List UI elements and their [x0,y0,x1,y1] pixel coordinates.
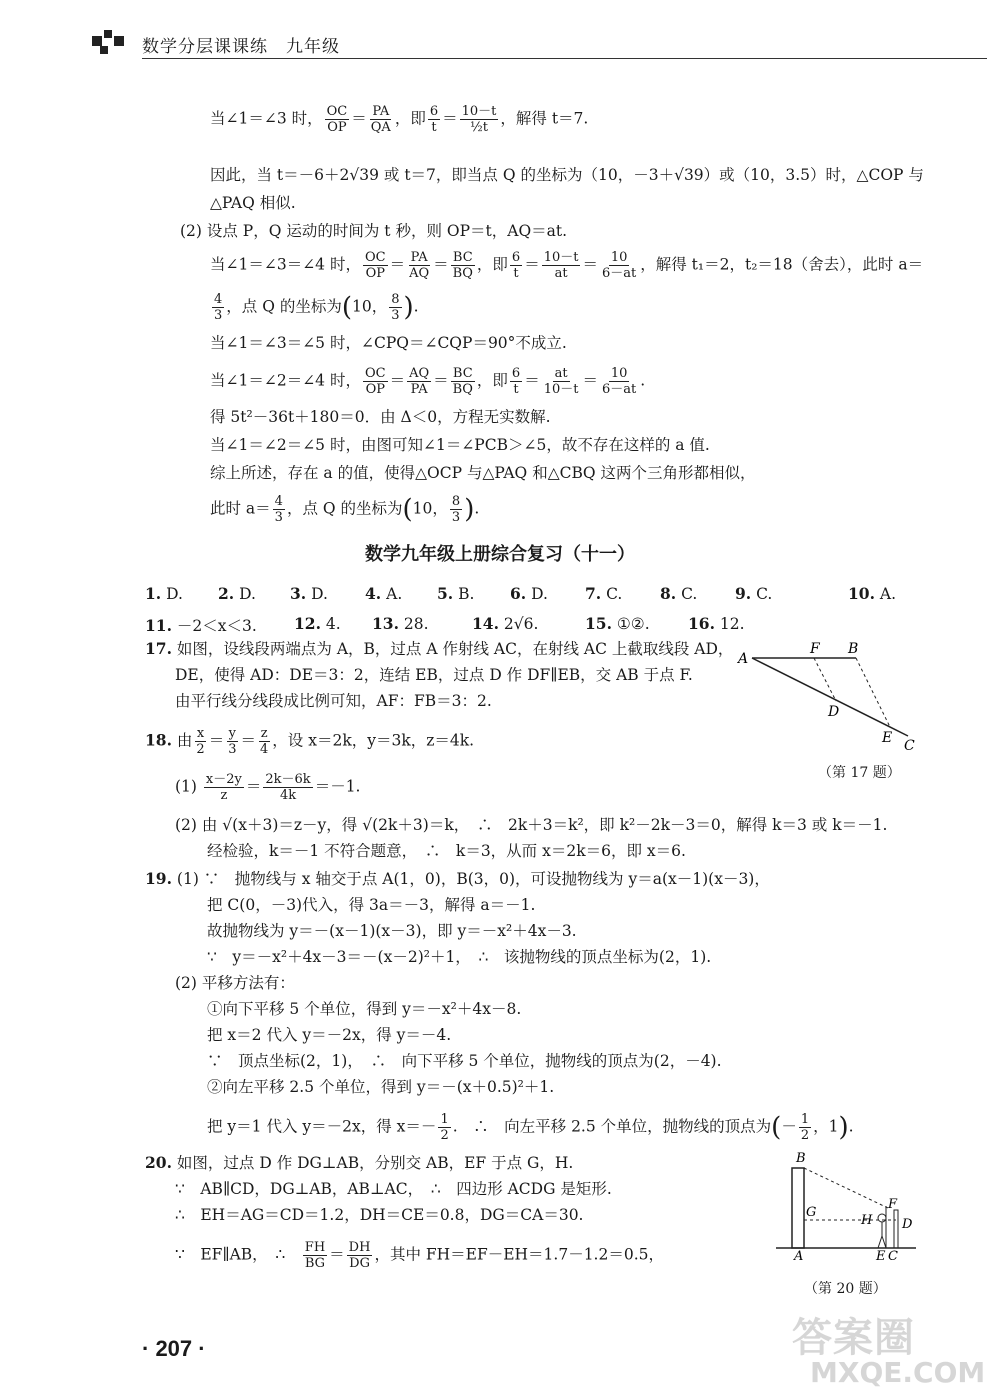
answer-item: 9. C. [735,584,773,603]
solution-line: △PAQ 相似. [210,194,296,212]
answer-item: 11. －2＜x＜3. [145,616,257,635]
solution-line: ①向下平移 5 个单位，得到 y＝－x²＋4x－8. [207,1000,522,1018]
solution-line: (1) $\frac{x-2y}{z}$ ＝ $\frac{2k-6k}{4k}$ ＝－1. [175,772,361,803]
watermark: 答案圈 [792,1315,915,1361]
answer-item: 16. 12. [688,614,745,633]
solution-line: 因此，当 t＝－6＋2√39 或 t＝7，即当点 Q 的坐标为（10，－3＋√39）或（10，3.5）时，△COP 与 [210,166,924,184]
solution-line: 当∠1＝∠2＝∠4 时， $\frac{OC}{OP}$ ＝ $\frac{AQ}{PA}$ ＝ $\frac{BC}{BQ}$ ，即 $\frac{6}{t}$ ＝ $\frac{at}{10-t}$ ＝ $\frac{10}{6-at}$ . [210,366,646,397]
solution-line: DE，使得 AD：DE＝3：2，连结 EB，过点 D 作 DF∥EB，交 AB 于点 F. [175,666,693,684]
page-header [0,0,1000,62]
solution-line: ∵ AB∥CD，DG⊥AB，AB⊥AC， ∴ 四边形 ACDG 是矩形. [175,1180,612,1198]
solution-line: 综上所述，存在 a 的值，使得△OCP 与△PAQ 和△CBQ 这两个三角形都相似， [210,464,756,482]
solution-line: ∵ 顶点坐标(2，1)， ∴ 向下平移 5 个单位，抛物线的顶点为(2，－4). [207,1052,722,1070]
answer-item: 14. 2√6. [472,614,539,633]
answer-item: 5. B. [437,584,475,603]
solution-line: 当∠1＝∠3＝∠4 时， $\frac{OC}{OP}$ ＝ $\frac{PA}{AQ}$ ＝ $\frac{BC}{BQ}$ ，即 $\frac{6}{t}$ ＝ $\frac{10-t}{at}$ ＝ $\frac{10}{6-at}$ ，解得 t₁＝2，t₂＝18（舍去），此时 a＝ [210,250,924,281]
solution-line: 由平行线分线段成比例可知，AF：FB＝3：2. [175,692,492,710]
figure-20-caption: （第 20 题） [804,1281,887,1297]
question-18: 18. 由 $\frac{x}{2}$ ＝ $\frac{y}{3}$ ＝ $\frac{z}{4}$ ，设 x＝2k，y＝3k，z＝4k. [145,726,475,757]
answer-item: 8. C. [660,584,698,603]
answer-item: 10. A. [848,584,897,603]
figure-20 [776,1148,926,1260]
header-title: 数学分层课课练 九年级 [142,37,340,57]
figure-17-caption: （第 17 题） [818,765,901,781]
question-19: 19. (1) ∵ 抛物线与 x 轴交于点 A(1，0)，B(3，0)，可设抛物线为 y＝a(x－1)(x－3)， [145,869,770,888]
answer-item: 3. D. [290,584,328,603]
book-logo [92,28,128,58]
watermark-url: MXQE.COM [810,1356,986,1389]
solution-line: ∴ EH＝AG＝CD＝1.2，DH＝CE＝0.8，DG＝CA＝30. [175,1206,584,1224]
solution-line: 把 C(0，－3)代入，得 3a＝－3，解得 a＝－1. [207,896,536,914]
point-label-e: E [882,730,893,746]
solution-line: $\frac{4}{3}$ ，点 Q 的坐标为(10， $\frac{8}{3}$ ). [214,292,419,323]
answer-item: 2. D. [218,584,256,603]
solution-line: ∵ y＝－x²＋4x－3＝－(x－2)²＋1， ∴ 该抛物线的顶点坐标为(2，1). [207,948,712,966]
answer-item: 13. 28. [372,614,429,633]
answer-item: 15. ①②. [585,614,650,633]
solution-line: 把 y＝1 代入 y＝－2x，得 x＝－ $\frac{1}{2}$ . ∴ 向左平移 2.5 个单位，抛物线的顶点为(－ $\frac{1}{2}$ ，1). [207,1112,854,1143]
point-label-b: B [848,641,859,657]
point-label-f: F [810,641,820,657]
solution-line: 把 x＝2 代入 y＝－2x，得 y＝－4. [207,1026,452,1044]
answer-item: 6. D. [510,584,548,603]
section-title: 数学九年级上册综合复习（十一） [365,544,635,565]
solution-line: 经检验，k＝－1 不符合题意， ∴ k＝3，从而 x＝2k＝6，即 x＝6. [207,842,686,860]
solution-line: (2) 由 √(x＋3)＝z－y，得 √(2k＋3)＝k， ∴ 2k＋3＝k²，即 k²－2k－3＝0，解得 k＝3 或 k＝－1. [175,816,888,834]
point-label-a: A [794,1249,804,1260]
solution-line: ②向左平移 2.5 个单位，得到 y＝－(x＋0.5)²＋1. [207,1078,555,1096]
solution-line: 当∠1＝∠3 时， $\frac{OC}{OP}$ ＝ $\frac{PA}{QA}$ ，即 $\frac{6}{t}$ ＝ $\frac{10-t}{\text{½t}}$ ，解得 t＝7. [210,104,589,135]
page-number: · 207 · [142,1336,206,1361]
point-label-g: G [806,1205,817,1220]
solution-line: ∵ EF∥AB， ∴ $\frac{FH}{BG}$ ＝ $\frac{DH}{DG}$ ，其中 FH＝EF－EH＝1.7－1.2＝0.5， [175,1240,664,1271]
answer-item: 12. 4. [294,614,341,633]
solution-line: 故抛物线为 y＝－(x－1)(x－3)，即 y＝－x²＋4x－3. [207,922,577,940]
point-label-d: D [902,1217,913,1232]
answer-item: 4. A. [365,584,403,603]
question-17: 17. 如图，设线段两端点为 A，B，过点 A 作射线 AC，在射线 AC 上截取线段 AD， [145,639,734,658]
solution-line: 当∠1＝∠3＝∠5 时，∠CPQ＝∠CQP＝90°不成立. [210,334,567,352]
point-label-h: H [861,1213,873,1228]
point-label-c: C [888,1249,898,1260]
solution-line: (2) 平移方法有： [175,974,295,992]
point-label-e: E [876,1249,886,1260]
figure-17 [730,636,930,756]
header-rule [142,58,987,59]
solution-line: (2) 设点 P，Q 运动的时间为 t 秒，则 OP＝t，AQ＝at. [180,222,568,240]
question-20: 20. 如图，过点 D 作 DG⊥AB，分别交 AB，EF 于点 G，H. [145,1153,574,1172]
point-label-d: D [828,704,840,720]
point-label-b: B [796,1151,806,1166]
point-label-f: F [888,1197,898,1212]
point-label-c: C [904,738,915,754]
answer-item: 7. C. [585,584,623,603]
solution-line: 得 5t²－36t＋180＝0．由 Δ＜0，方程无实数解. [210,408,551,426]
solution-line: 此时 a＝ $\frac{4}{3}$ ，点 Q 的坐标为(10， $\frac{8}{3}$ ). [210,494,480,525]
solution-line: 当∠1＝∠2＝∠5 时，由图可知∠1＝∠PCB＞∠5，故不存在这样的 a 值. [210,436,710,454]
answer-item: 1. D. [145,584,183,603]
point-label-a: A [738,651,749,667]
